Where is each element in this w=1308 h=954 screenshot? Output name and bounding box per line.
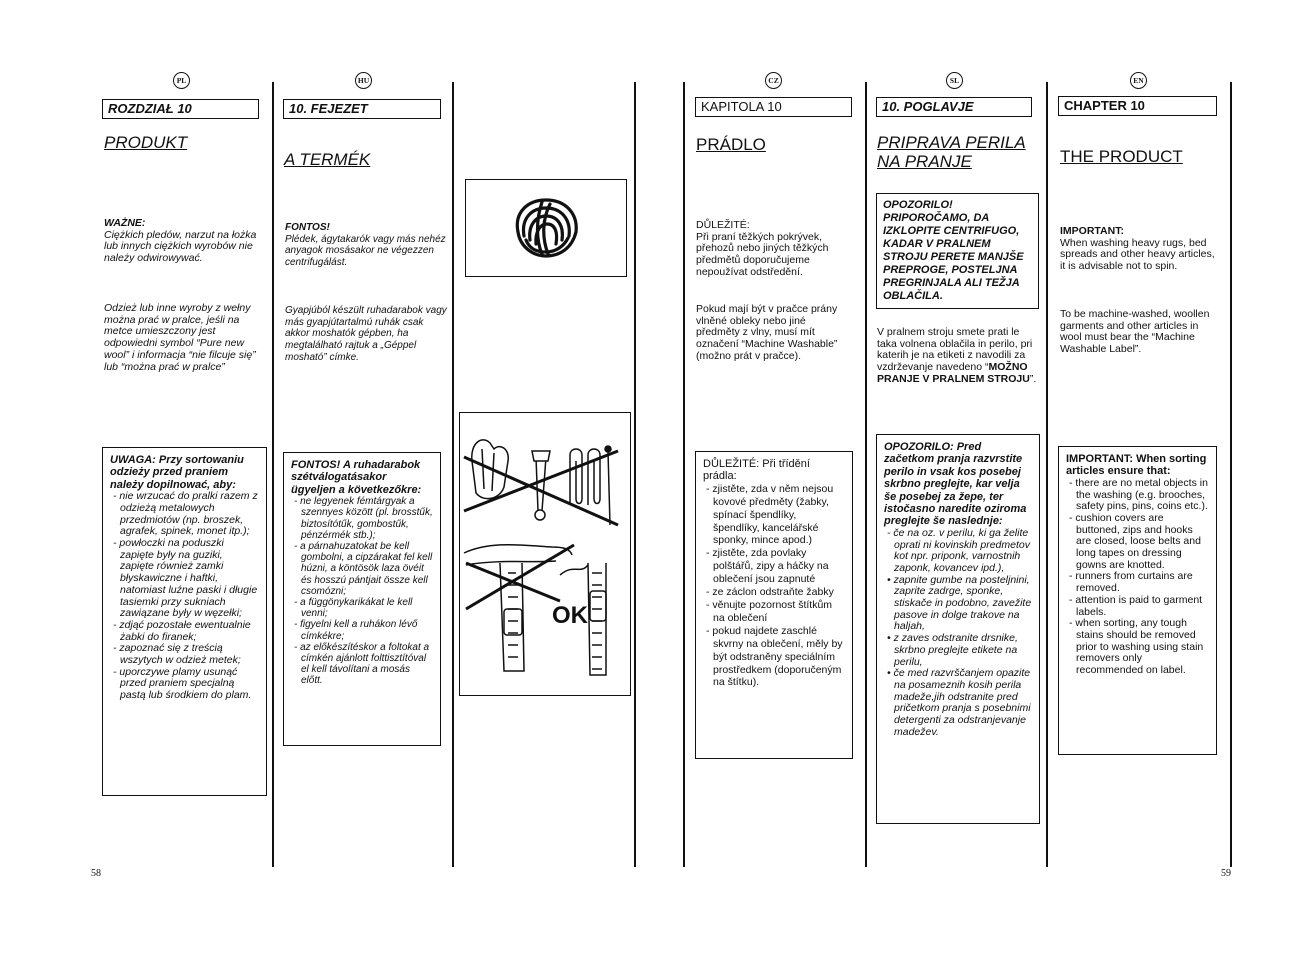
wool-paragraph-hu: Gyapjúból készült ruhadarabok vagy más gyapjútartalmú ruhák csak akkor moshatók gépben, ha megtalálható rajtuk a „Géppel mosható” címke.: [285, 305, 447, 363]
list-item: - ne legyenek fémtárgyak a szennyes között (pl. brosstűk, biztosítótűk, gombostűk, pénzérmék stb.);: [294, 496, 433, 541]
sorting-illustration: [460, 413, 630, 695]
list-item: - ze záclon odstraňte žabky: [706, 586, 834, 599]
sorting-box-cz: [695, 451, 853, 759]
sorting-box-sl: [876, 434, 1040, 824]
chapter-heading-en: CHAPTER 10: [1058, 96, 1217, 116]
warning-text-sl: OPOZORILO! PRIPOROČAMO, DA IZKLOPITE CENTRIFUGO, KADAR V PRALNEM STROJU PERETE MANJŠE PREPROGE, POSTELJNA PREGRINJALA ALI TEŽJA OBLAČILA.: [883, 199, 1024, 302]
paper-clip-icon: [570, 449, 600, 505]
ok-label: OK: [552, 602, 588, 629]
section-title-hu: A TERMÉK: [284, 150, 371, 169]
list-item: - pokud najdete zaschlé skvrny na oblečení, měly by být odstraněny speciálním prostředkem (doporučeným na štítku).: [706, 624, 843, 689]
chapter-heading-pl: ROZDZIAŁ 10: [102, 99, 259, 119]
list-item: • če med razvrščanjem opazite na posameznih kosih perila madeže,jih odstranite pred pričetkom pranja s posebnimi detergenti za odstranjevanje madežev.: [887, 667, 1031, 738]
list-item: • z zaves odstranite drsnike, skrbno preglejte etikete na perilu,: [887, 632, 1018, 668]
pure-wool-icon: [466, 180, 626, 276]
column-divider: [272, 82, 274, 867]
sorting-list-pl: [110, 491, 259, 702]
sorting-list-sl: [884, 528, 1032, 739]
sorting-heading-sl: OPOZORILO: Pred začetkom pranja razvrstite perilo in vsak kos posebej skrbno preglejte, kar velja še posebej za žepe, ter istočasno naredite oziroma preglejte še naslednje:: [884, 441, 1027, 528]
list-item: • zapnite gumbe na posteljnini, zaprite zadrge, sponke, stiskače in podobno, zavežite pasove in dolge trakove na haljah,: [887, 573, 1032, 633]
important-label-en: IMPORTANT:: [1060, 225, 1124, 237]
important-label-pl: WAŻNE:: [104, 217, 146, 229]
important-text-hu: Plédek, ágytakarók vagy más nehéz anyagok mosásakor ne végezzen centrifugálást.: [285, 233, 446, 269]
safety-pin-icon: [532, 451, 550, 520]
section-title-en: THE PRODUCT: [1060, 147, 1183, 166]
sorting-heading-cz: DŮLEŽITÉ: Při třídění prádla:: [703, 458, 810, 483]
page-number-left: 58: [91, 868, 101, 879]
list-item: - zjistěte, zda povlaky polštářů, zipy a háčky na oblečení jsou zapnuté: [706, 547, 829, 586]
important-text-en: When washing heavy rugs, bed spreads and other heavy articles, it is advisable not to spin.: [1060, 236, 1215, 273]
list-item: - cushion covers are buttoned, zips and hooks are closed, loose belts and long tapes on dressing gowns are knotted.: [1069, 511, 1201, 571]
list-item: - zjistěte, zda v něm nejsou kovové předměty (žabky, spínací špendlíky, špendlíky, kancelářské sponky, mince apod.): [706, 482, 834, 547]
wool-paragraph-sl: [877, 327, 1037, 386]
wool-text-sl: V pralnem stroju smete prati le taka volnena oblačila in perilo, pri katerih je na etiketi z navodili za vzdrževanje navedeno “: [877, 326, 1033, 374]
important-label-hu: FONTOS!: [285, 222, 330, 233]
important-label-cz: DŮLEŽITÉ:: [696, 219, 750, 231]
page-gutter-left: [634, 82, 636, 867]
list-item: - če na oz. v perilu, ki ga želite oprati ni kovinskih predmetov kot npr. priponk, varnostnih zaponk, kovancev ipd.),: [887, 526, 1030, 574]
list-item: - nie wrzucać do pralki razem z odzieżą metalowych przedmiotów (np. broszek, agrafek, spinek, monet itp.);: [113, 490, 258, 538]
list-item: - attention is paid to garment labels.: [1069, 593, 1203, 618]
sorting-heading-hu: FONTOS! A ruhadarabok szétválogatásakor ügyeljen a következőkre:: [291, 459, 422, 496]
sorting-heading-en: IMPORTANT: When sorting articles ensure that:: [1066, 453, 1207, 478]
important-note-pl: [104, 218, 262, 265]
important-text-cz: Při praní těžkých pokrývek, přehozů nebo jiných těžkých předmětů doporučujeme nepoužívat odstředění.: [696, 230, 829, 278]
list-item: - powłoczki na poduszki zapięte były na guziki, zapięte również zamki błyskawiczne i haftki, natomiast luźne paski i długie tasiemki przy sukniach zawiązane były w węzełki;: [113, 537, 258, 620]
sorting-box-hu: [283, 452, 441, 746]
pin-icon: [608, 451, 610, 525]
sorting-box-en: [1058, 446, 1217, 755]
chapter-heading-hu: 10. FEJEZET: [283, 99, 441, 119]
language-badge-pl: PL: [173, 72, 190, 89]
wool-text-end-sl: ”.: [1029, 372, 1037, 385]
wool-text-bold-sl: MOŽNO PRANJE V PRALNEM STROJU: [877, 361, 1030, 385]
column-divider: [452, 82, 454, 867]
chapter-heading-sl: 10. POGLAVJE: [876, 97, 1032, 117]
sorting-list-en: [1066, 478, 1209, 677]
language-badge-cz: CZ: [765, 72, 782, 89]
list-item: - there are no metal objects in the washing (e.g. brooches, safety pins, pins, coins etc.).: [1069, 476, 1208, 513]
section-title-sl-line1: PRIPRAVA PERILA: [877, 133, 1026, 152]
wool-paragraph-pl: Odzież lub inne wyroby z wełny można prać w pralce, jeśli na metce umieszczony jest odpowiedni symbol “Pure new wool” i informacja “nie filcuje się” lub “można prać w pralce”: [104, 302, 256, 373]
column-divider: [1230, 82, 1232, 867]
important-text-pl: Ciężkich pledów, narzut na łożka lub innych ciężkich wyrobów nie należy odwirowywać.: [104, 228, 257, 265]
wool-paragraph-en: To be machine-washed, woollen garments and other articles in wool must bear the “Machine Washable Label”.: [1060, 308, 1210, 356]
warning-box-sl: [876, 193, 1039, 309]
sorting-list-cz: [703, 483, 845, 690]
wool-symbol-figure: [465, 179, 627, 277]
list-item: - runners from curtains are removed.: [1069, 570, 1193, 595]
list-item: - figyelni kell a ruhákon lévő címkékre;: [294, 619, 418, 642]
important-note-hu: [285, 222, 447, 269]
list-item: - uporczywe plamy usunąć przed praniem specjalną pastą lub środkiem do plam.: [113, 665, 252, 702]
sorting-items-figure: [459, 412, 631, 696]
list-item: - a párnahuzatokat be kell gombolni, a cipzárakat fel kell húzni, a köntösök laza övéit és hosszú pántjait össze kell csomózni;: [294, 541, 433, 597]
language-badge-en: EN: [1130, 72, 1147, 89]
section-title-cz: PRÁDLO: [696, 135, 766, 154]
language-badge-sl: SL: [946, 72, 963, 89]
section-title-sl-line2: NA PRANJE: [877, 152, 972, 171]
list-item: - zdjąć pozostałe ewentualnie żabki do firanek;: [113, 618, 251, 643]
column-divider: [865, 82, 867, 867]
important-note-en: [1060, 226, 1222, 273]
list-item: - věnujte pozornost štítkům na oblečení: [706, 598, 833, 624]
chapter-heading-cz: KAPITOLA 10: [695, 97, 852, 117]
page-number-right: 59: [1221, 868, 1231, 879]
list-item: - when sorting, any tough stains should be removed prior to washing using stain removers only recommended on label.: [1069, 617, 1204, 677]
page-gutter-right: [683, 82, 685, 867]
language-badge-hu: HU: [355, 72, 372, 89]
section-title-sl: [877, 133, 1026, 171]
list-item: - az előkészítéskor a foltokat a címkén ajánlott folttisztítóval el kell távolítani a mosás előtt.: [294, 641, 430, 687]
sorting-box-pl: [102, 447, 267, 796]
column-divider: [1046, 82, 1048, 867]
sorting-list-hu: [291, 496, 433, 686]
list-item: - a függönykarikákat le kell venni;: [294, 597, 413, 620]
list-item: - zapoznać się z treścią wszytych w odzież metek;: [113, 642, 241, 667]
wool-paragraph-cz: Pokud mají být v pračce prány vlněné obleky nebo jiné předměty z vlny, musí mít označení “Machine Washable” (možno prát v pračce).: [696, 303, 838, 362]
important-note-cz: [696, 220, 858, 279]
sorting-heading-pl: UWAGA: Przy sortowaniu odzieży przed praniem należy dopilnować, aby:: [110, 454, 244, 491]
section-title-pl: PRODUKT: [104, 133, 188, 152]
